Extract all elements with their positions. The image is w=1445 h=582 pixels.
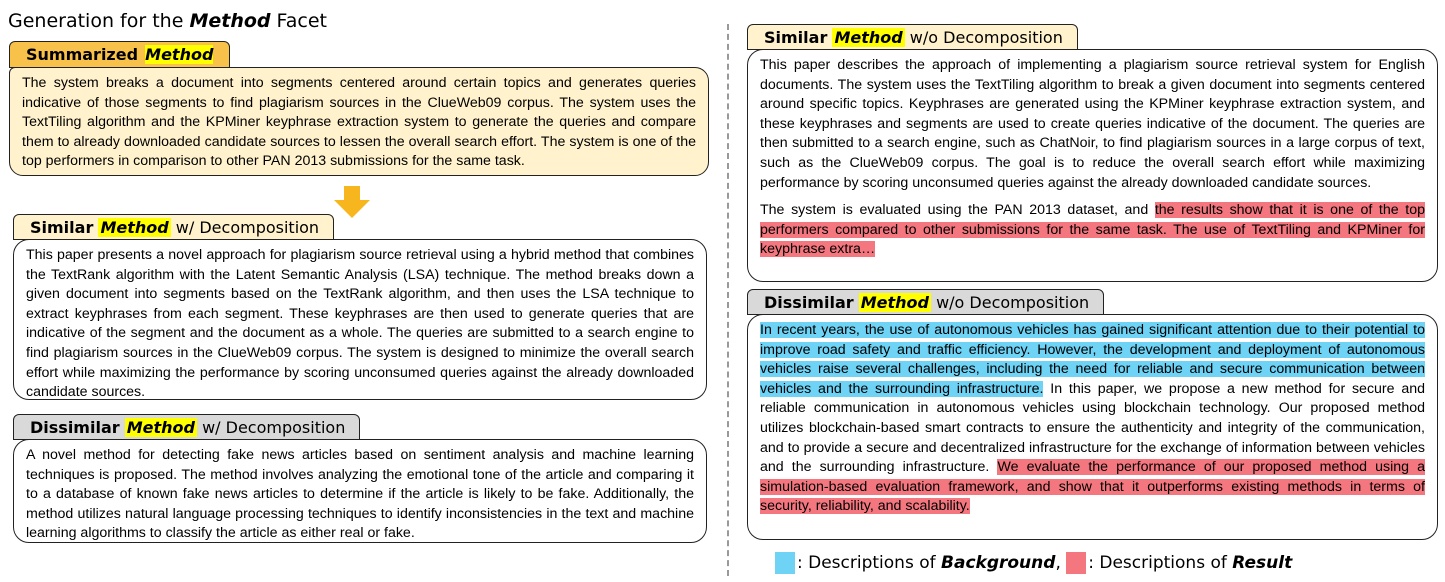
similar-without-para1: This paper describes the approach of implementing a plagiarism source retrieval system for English documents. The system uses the TextTiling algorithm to break a given document into segments centered around specific topics. Keyphrases are generated using the KPMiner keyphrase extraction system, and these keyphrases and segments are used to create queries indicative of the document. The queries are then submitted to a search engine, such as ChatNoir, to find plagiarism sources in a large corpus of text, such as the ClueWeb09 corpus. The goal is to reduce the overall search effort while maximizing performance by scoring unconsumed queries against the already downloaded candidate sources. <box>760 57 1425 191</box>
similar-without-box <box>747 49 1438 282</box>
summary-tab <box>9 41 230 68</box>
dissimilar-without-background-highlight: In recent years, the use of autonomous vehicles has gained significant attention due to their potential to improve road safety and traffic efficiency. However, the development and deployment of autonomous vehicles raise several challenges, including the need for reliable and secure communication between vehicles and the surrounding infrastructure. <box>760 322 1425 397</box>
legend-result-word: Result <box>1232 553 1293 573</box>
dissimilar-without-tab-facet: Method <box>860 293 929 312</box>
similar-without-para2 <box>760 201 1425 260</box>
similar-without-plain: The system is evaluated using the PAN 2013 dataset, and <box>760 202 1155 219</box>
dissimilar-without-result-highlight: We evaluate the performance of our proposed method using a simulation-based evaluation framework, and show that it outperforms existing methods in terms of security, reliability, and scalability. <box>760 459 1425 515</box>
dissimilar-without-method: In this paper, we propose a new method for secure and reliable communication in autonomous vehicles using blockchain technology. Our proposed method utilizes blockchain-based smart contracts to ensure the authenticity and integrity of the communication, and to provide a secure and decentralized infrastructure for the exchange of information between vehicles and the surrounding infrastructure. <box>760 380 1426 476</box>
similar-with-tab-facet: Method <box>100 218 169 237</box>
similar-with-tab <box>13 214 334 240</box>
title-facet: Method <box>189 10 271 32</box>
dissimilar-with-box <box>13 439 707 543</box>
similar-without-tab <box>747 24 1078 50</box>
legend-background-word: Background <box>941 553 1056 573</box>
similar-without-tab-prefix: Similar <box>764 28 828 47</box>
summary-tab-facet: Method <box>145 45 214 64</box>
dissimilar-without-tab-prefix: Dissimilar <box>764 293 854 312</box>
summary-box <box>9 67 709 176</box>
similar-with-tab-suffix: w/ Decomposition <box>175 218 320 237</box>
legend-result-swatch <box>1066 552 1086 574</box>
figure-title <box>8 10 327 32</box>
summary-tab-prefix: Summarized <box>26 45 139 64</box>
legend-result-label: : Descriptions of <box>1088 553 1227 573</box>
dissimilar-without-tab <box>747 289 1104 315</box>
dissimilar-without-box <box>747 314 1438 540</box>
legend-background-swatch <box>775 552 795 574</box>
dissimilar-with-text: A novel method for detecting fake news articles based on sentiment analysis and machine learning techniques is proposed. The method involves analyzing the emotional tone of the article and comparing it to a database of known fake news articles to determine if the article is likely to be fake. Additionally, the method utilizes natural language processing techniques to identify inconsistencies in the text and machine learning algorithms to classify the article as either real or fake. <box>26 447 694 542</box>
similar-with-text: This paper presents a novel approach for plagiarism source retrieval using a hybrid method that combines the TextRank algorithm with the Latent Semantic Analysis (LSA) technique. The method breaks down a given document into segments based on the TextRank algorithm, and then uses the LSA technique to extract keyphrases from each segment. These keyphrases are then used to generate queries that are indicative of the segment and the document as a whole. The queries are submitted to a search engine to find plagiarism sources in the ClueWeb09 corpus. The system is designed to minimize the overall search effort while maximizing the performance by scoring unconsumed queries against the already downloaded candidate sources. <box>26 247 694 401</box>
similar-without-result-highlight: the results show that it is one of the top performers compared to other submissions for the same task. The use of TextTiling and KPMiner for keyphrase extra… <box>760 202 1425 258</box>
dissimilar-without-tab-suffix: w/o Decomposition <box>936 293 1090 312</box>
legend-background-label: : Descriptions of <box>797 553 936 573</box>
column-divider <box>727 24 729 576</box>
similar-with-box <box>13 239 707 400</box>
summary-text: The system breaks a document into segments centered around certain topics and generates queries indicative of those segments to find plagiarism sources in the ClueWeb09 corpus. The system uses the TextTiling algorithm and the KPMiner keyphrase extraction system to generate the queries and compare them to already downloaded candidate sources to lessen the overall search effort. The system is one of the top performers in comparison to other PAN 2013 submissions for the same task. <box>22 75 696 170</box>
dissimilar-without-text <box>760 321 1425 517</box>
dissimilar-with-tab <box>13 414 360 440</box>
dissimilar-with-tab-suffix: w/ Decomposition <box>202 418 346 437</box>
dissimilar-with-tab-prefix: Dissimilar <box>30 418 120 437</box>
similar-without-tab-facet: Method <box>834 28 903 47</box>
dissimilar-with-tab-facet: Method <box>126 418 195 437</box>
title-prefix: Generation for the <box>8 10 184 32</box>
similar-without-tab-suffix: w/o Decomposition <box>909 28 1063 47</box>
title-suffix: Facet <box>276 10 327 32</box>
legend <box>775 551 1292 575</box>
legend-separator: , <box>1055 553 1061 573</box>
down-arrow-icon <box>332 186 372 220</box>
similar-with-tab-prefix: Similar <box>30 218 94 237</box>
